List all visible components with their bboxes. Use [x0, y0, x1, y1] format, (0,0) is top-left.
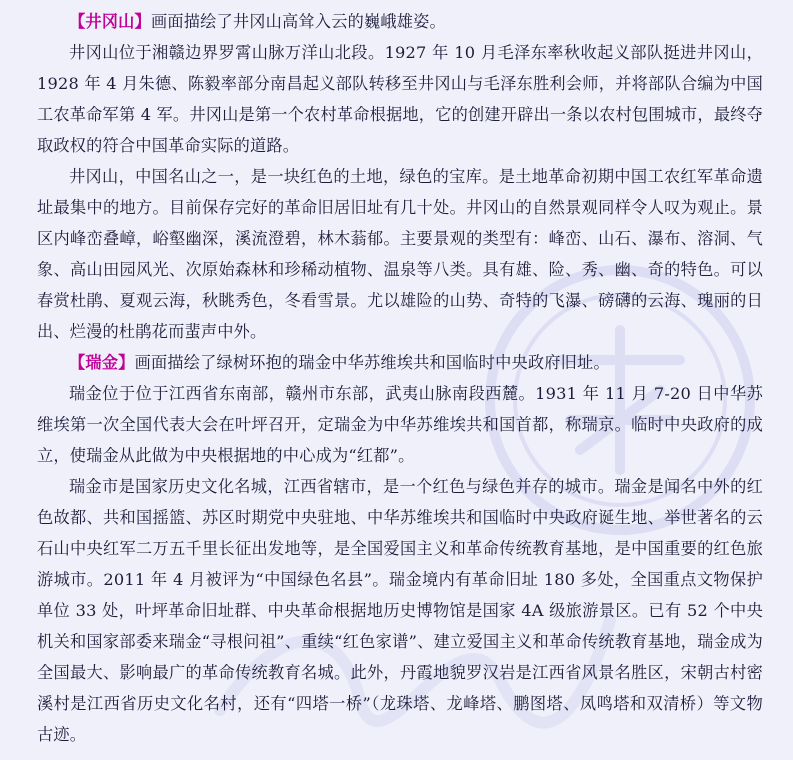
paragraph-jinggangshan-history: 井冈山位于湘赣边界罗霄山脉万洋山北段。1927 年 10 月毛泽东率秋收起义部队挺进井冈山，1928 年 4 月朱德、陈毅率部分南昌起义部队转移至井冈山与毛泽东胜利会师，并将部队合编为中国工农革命军第 4 军。井冈山是第一个农村革命根据地，它的创建开辟出一条以农村包围城市，最终夺取政权的符合中国革命实际的道路。 [37, 43, 763, 155]
tag-ruijin: 【瑞金】 [69, 353, 135, 372]
paragraph-ruijin-history: 瑞金位于位于江西省东南部，赣州市东部，武夷山脉南段西麓。1931 年 11 月 7-20 日中华苏维埃第一次全国代表大会在叶坪召开，定瑞金为中华苏维埃共和国首都，称瑞京。临时中央政府的成立，使瑞金从此做为中央根据地的中心成为“红都”。 [37, 384, 763, 465]
tag-jinggangshan: 【井冈山】 [69, 12, 151, 31]
paragraph-ruijin-city: 瑞金市是国家历史文化名城，江西省辖市，是一个红色与绿色并存的城市。瑞金是闻名中外的红色故都、共和国摇篮、苏区时期党中央驻地、中华苏维埃共和国临时中央政府诞生地、举世著名的云石山中央红军二万五千里长征出发地等，是全国爱国主义和革命传统教育基地，是中国重要的红色旅游城市。2011 年 4 月被评为“中国绿色名县”。瑞金境内有革命旧址 180 多处，全国重点文物保护单位 33 处，叶坪革命旧址群、中央革命根据地历史博物馆是国家 4A 级旅游景区。已有 52 个中央机关和国家部委来瑞金“寻根问祖”、重续“红色家谱”、建立爱国主义和革命传统教育基地，瑞金成为全国最大、影响最广的革命传统教育名城。此外，丹霞地貌罗汉岩是江西省风景名胜区，宋朝古村密溪村是江西省历史文化名村，还有“四塔一桥”（龙珠塔、龙峰塔、鹏图塔、凤鸣塔和双清桥）等文物古迹。 [37, 477, 763, 744]
heading-text-jinggangshan: 画面描绘了井冈山高耸入云的巍峨雄姿。 [150, 12, 446, 31]
section-heading-ruijin [37, 347, 763, 378]
heading-text-ruijin: 画面描绘了绿树环抱的瑞金中华苏维埃共和国临时中央政府旧址。 [134, 353, 610, 372]
paragraph-jinggangshan-scenery: 井冈山，中国名山之一，是一块红色的土地，绿色的宝库。是土地革命初期中国工农红军革命遗址最集中的地方。目前保存完好的革命旧居旧址有几十处。井冈山的自然景观同样令人叹为观止。景区内峰峦叠嶂，峪壑幽深，溪流澄碧，林木蓊郁。主要景观的类型有：峰峦、山石、瀑布、溶洞、气象、高山田园风光、次原始森林和珍稀动植物、温泉等八类。具有雄、险、秀、幽、奇的特色。可以春赏杜鹃、夏观云海，秋眺秀色，冬看雪景。尤以雄险的山势、奇特的飞瀑、磅礴的云海、瑰丽的日出、烂漫的杜鹃花而蜚声中外。 [37, 167, 763, 341]
section-heading-jinggangshan [37, 6, 763, 37]
